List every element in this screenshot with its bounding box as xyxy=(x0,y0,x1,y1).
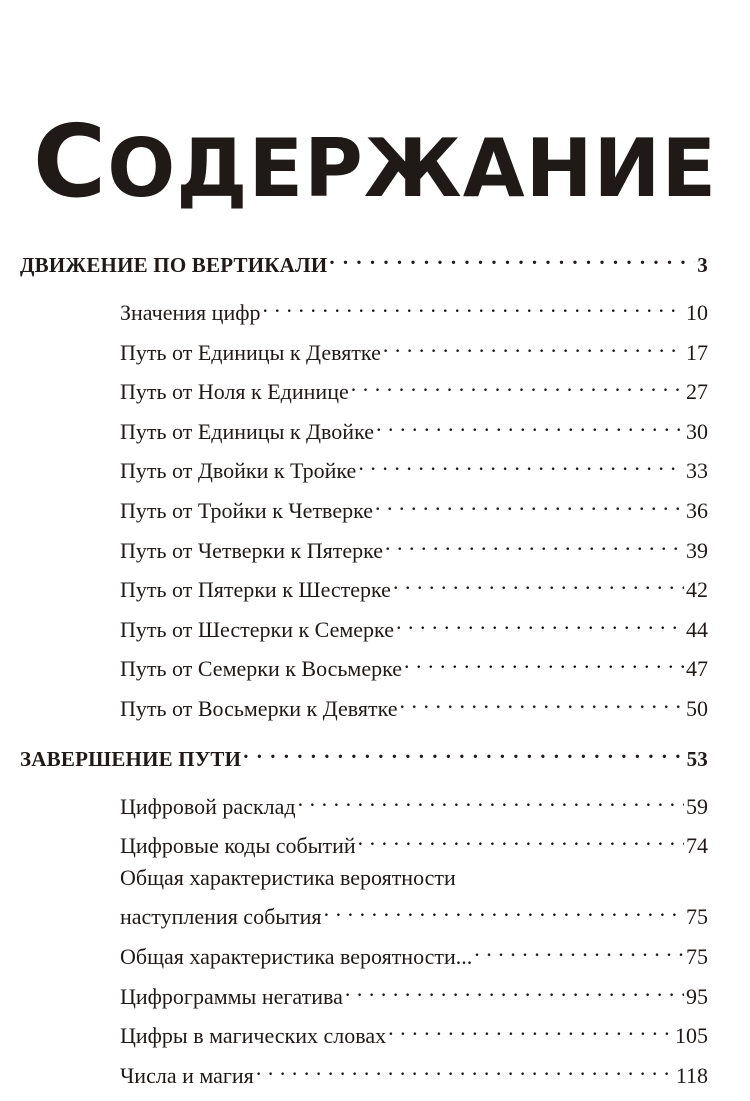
toc-page-number: 53 xyxy=(686,746,708,771)
toc-entry[interactable] xyxy=(20,1052,708,1092)
dot-leader xyxy=(256,1052,674,1083)
toc-page-number: 30 xyxy=(686,418,708,444)
toc-entry-label: Путь от Семерки к Восьмерке xyxy=(120,656,403,682)
toc-entry-label: Путь от Двойки к Тройке xyxy=(120,458,357,484)
toc-entry[interactable] xyxy=(20,527,708,567)
toc-page-number: 47 xyxy=(686,656,708,682)
toc-page-number: 39 xyxy=(686,537,708,563)
toc-section xyxy=(20,241,708,725)
toc-page-number: 44 xyxy=(686,616,708,642)
toc-entry[interactable] xyxy=(20,893,708,933)
toc-entry-label: Путь от Ноля к Единице xyxy=(120,379,349,405)
dot-leader xyxy=(298,783,684,814)
toc-entry-label: Путь от Тройки к Четверке xyxy=(120,497,373,523)
toc-page-number: 95 xyxy=(686,983,708,1009)
toc-entry[interactable] xyxy=(20,685,708,725)
toc-entry[interactable] xyxy=(20,368,708,408)
toc-entry-label: Путь от Единицы к Двойке xyxy=(120,418,374,444)
toc-page-number: 42 xyxy=(686,577,708,603)
dot-leader xyxy=(393,566,684,597)
toc-page-number: 10 xyxy=(686,300,708,325)
toc-section xyxy=(20,735,708,1092)
toc-entry[interactable] xyxy=(20,606,708,646)
toc-entry[interactable] xyxy=(20,487,708,527)
toc-entry[interactable] xyxy=(20,289,708,329)
toc-entry[interactable] xyxy=(20,645,708,685)
toc-page-number: 17 xyxy=(686,339,708,365)
toc-entry-label: Значения цифр xyxy=(120,300,261,325)
toc-entry[interactable] xyxy=(20,783,708,823)
page-title xyxy=(0,103,750,220)
toc-section-heading-row[interactable] xyxy=(20,735,708,775)
toc-entry[interactable] xyxy=(20,329,708,369)
toc-entry-label: Цифры в магических словах xyxy=(120,1023,387,1049)
toc-entry[interactable] xyxy=(20,566,708,606)
toc-entry[interactable] xyxy=(20,1012,708,1052)
toc-entry[interactable] xyxy=(20,408,708,448)
toc-page-number: 50 xyxy=(686,695,708,721)
dot-leader xyxy=(324,893,684,924)
toc-entry-label: Числа и магия xyxy=(120,1062,254,1088)
toc-page-number: 3 xyxy=(697,253,708,277)
toc-entry-label: Общая характеристика вероятности xyxy=(120,864,456,890)
toc-entry[interactable] xyxy=(20,933,708,973)
toc-entry-label: Путь от Пятерки к Шестерке xyxy=(120,577,391,603)
dot-leader xyxy=(400,685,685,716)
toc-entry-label: Цифровой расклад xyxy=(120,793,296,819)
dot-leader xyxy=(396,606,684,637)
toc-entry-first-line[interactable] xyxy=(20,862,708,894)
toc-entry-label: Цифрограммы негатива xyxy=(120,983,343,1009)
toc-page-number: 75 xyxy=(686,904,708,930)
dot-leader xyxy=(388,1012,673,1043)
dot-leader xyxy=(329,241,695,272)
toc-page-number: 33 xyxy=(686,458,708,484)
toc-page-number: 105 xyxy=(675,1023,708,1049)
toc-entry-label: Путь от Единицы к Девятке xyxy=(120,339,381,365)
toc-section-heading: ДВИЖЕНИЕ ПО ВЕРТИКАЛИ xyxy=(20,253,328,277)
toc-page-number: 75 xyxy=(686,943,708,969)
dot-leader xyxy=(383,329,684,360)
toc-entry-label-continued: наступления события xyxy=(120,904,322,930)
toc-section-heading: ЗАВЕРШЕНИЕ ПУТИ xyxy=(20,746,242,771)
dot-leader xyxy=(351,368,684,399)
dot-leader xyxy=(385,527,684,558)
toc-section-heading-row[interactable] xyxy=(20,241,708,281)
dot-leader xyxy=(358,822,684,853)
toc-entry[interactable] xyxy=(20,973,708,1013)
toc-page-number: 118 xyxy=(675,1062,708,1088)
dot-leader xyxy=(474,933,684,964)
title-first-letter: С xyxy=(32,103,108,220)
toc-entry-label: Путь от Восьмерки к Девятке xyxy=(120,695,398,721)
toc-page-number: 74 xyxy=(686,833,708,859)
dot-leader xyxy=(375,487,684,518)
toc-page-number: 36 xyxy=(686,497,708,523)
dot-leader xyxy=(243,735,684,766)
table-of-contents xyxy=(20,241,708,1101)
toc-entry[interactable] xyxy=(20,447,708,487)
dot-leader xyxy=(376,408,684,439)
toc-entry[interactable] xyxy=(20,822,708,862)
toc-entry-label: Путь от Четверки к Пятерке xyxy=(120,537,384,563)
dot-leader xyxy=(404,645,684,676)
toc-entry-label: Путь от Шестерки к Семерке xyxy=(120,616,394,642)
toc-entry-label: Общая характеристика вероятности... xyxy=(120,943,473,969)
dot-leader xyxy=(358,447,684,478)
toc-entry-label: Цифровые коды событий xyxy=(120,833,356,859)
dot-leader xyxy=(262,289,684,320)
dot-leader xyxy=(345,973,684,1004)
toc-page-number: 59 xyxy=(686,793,708,819)
title-rest: ОДЕРЖАНИЕ xyxy=(107,122,718,215)
toc-page-number: 27 xyxy=(686,379,708,405)
